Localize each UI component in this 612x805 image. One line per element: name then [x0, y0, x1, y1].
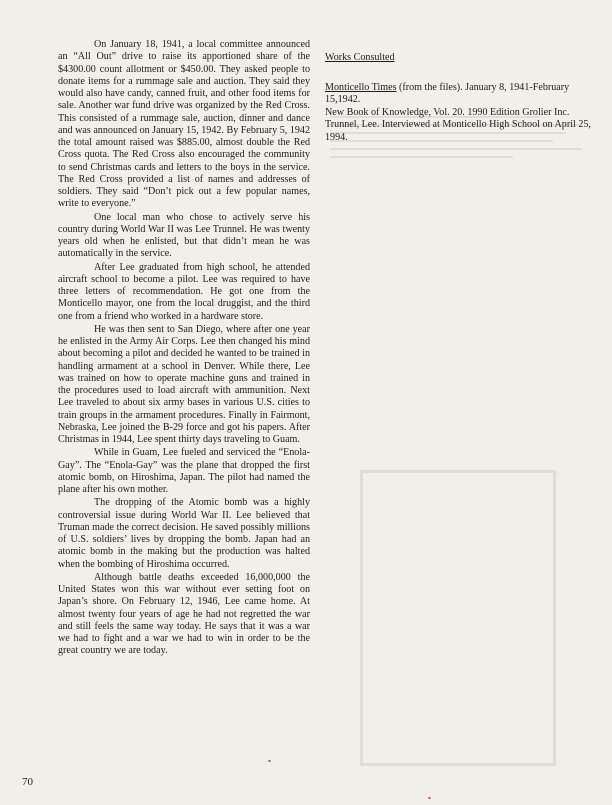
- paragraph: Although battle deaths exceeded 16,000,000 the United States won this war without ever setting foot on Japan’s shore. On February 12, 1946, Lee came home. At almost twenty four years of age he had not regretted the war and still feels the same way today. He says that it was a war we had to fight and a war we had to win in order to be the great country we are today.: [58, 571, 310, 657]
- bleed-through-artifact: [330, 110, 592, 710]
- citation-details: Trunnel, Lee. Interviewed at Monticello High School on April 25, 1994.: [325, 119, 591, 143]
- article-column: [58, 39, 310, 659]
- citation-entry: [325, 82, 600, 107]
- works-consulted-section: [325, 52, 600, 145]
- paragraph: One local man who chose to actively serve his country during World War II was Lee Trunnel. He was twenty years old when he enlisted, but that didn’t mean he was automatically in the service.: [58, 211, 310, 260]
- paragraph: While in Guam, Lee fueled and serviced the “Enola-Gay”. The “Enola-Gay” was the plane that dropped the first atomic bomb, on Hiroshima, Japan. The pilot had named the plane after his own mother.: [58, 447, 310, 495]
- paragraph: After Lee graduated from high school, he attended aircraft school to become a pilot. Lee was required to have three letters of recommendation. He got one from the Monticello mayor, one from the local druggist, and the third one from a friend who worked in a hardware store.: [58, 261, 310, 322]
- citation-details: New Book of Knowledge, Vol. 20. 1990 Edition Grolier Inc.: [325, 106, 570, 118]
- paragraph: He was then sent to San Diego, where after one year he enlisted in the Army Air Corps. Lee then changed his mind about becoming a pilot and decided he wanted to be trained in handling armament at a school in Denver. While there, Lee was trained on how to operate machine guns and trained in the procedures used to load aircraft with ammunition. Next Lee traveled to about six army bases in various U.S. cities to train groups in the armament procedures. Finally in Fairmont, Nebraska, Lee joined the B-29 force and got his papers. After Christmas in 1944, Lee spent thirty days traveling to Guam.: [58, 323, 310, 445]
- scan-speck: [428, 797, 431, 799]
- citation-details: (from the files). January 8, 1941-February 15,1942.: [325, 81, 570, 106]
- citation-entry: [325, 119, 600, 144]
- works-consulted-heading: Works Consulted: [325, 52, 395, 63]
- citation-entry: [325, 107, 600, 120]
- paragraph: On January 18, 1941, a local committee announced an “All Out” drive to raise its apportioned share of the $4300.00 count allotment or $450.00. They asked people to donate items for a rummage sale and auction. They said they would also have candy, canned fruit, and other food items for sale. Another war fund drive was organized by the Red Cross. This consisted of a rummage sale, auction, dinner and dance and was announced on January 15, 1942. By February 5, 1942 the total amount raised was $885.00, almost double the Red Cross quota. The Red Cross also encouraged the community to send Christmas cards and letters to the boys in the service. The Red Cross provided a list of names and addresses of soldiers. They said “Don’t pick out a few popular names, write to everyone.”: [58, 39, 311, 210]
- paragraph: The dropping of the Atomic bomb was a highly controversial issue during World War II. Lee believed that Truman made the correct decision. He saved possibly millions of U.S. soldiers’ lives by dropping the bomb. Japan had an atomic bomb in the making but the production was halted when the bombing of Hiroshima occurred.: [58, 497, 310, 570]
- citation-title: Monticello Times: [325, 81, 397, 93]
- page-number: 70: [22, 776, 33, 788]
- scan-speck: [268, 760, 271, 762]
